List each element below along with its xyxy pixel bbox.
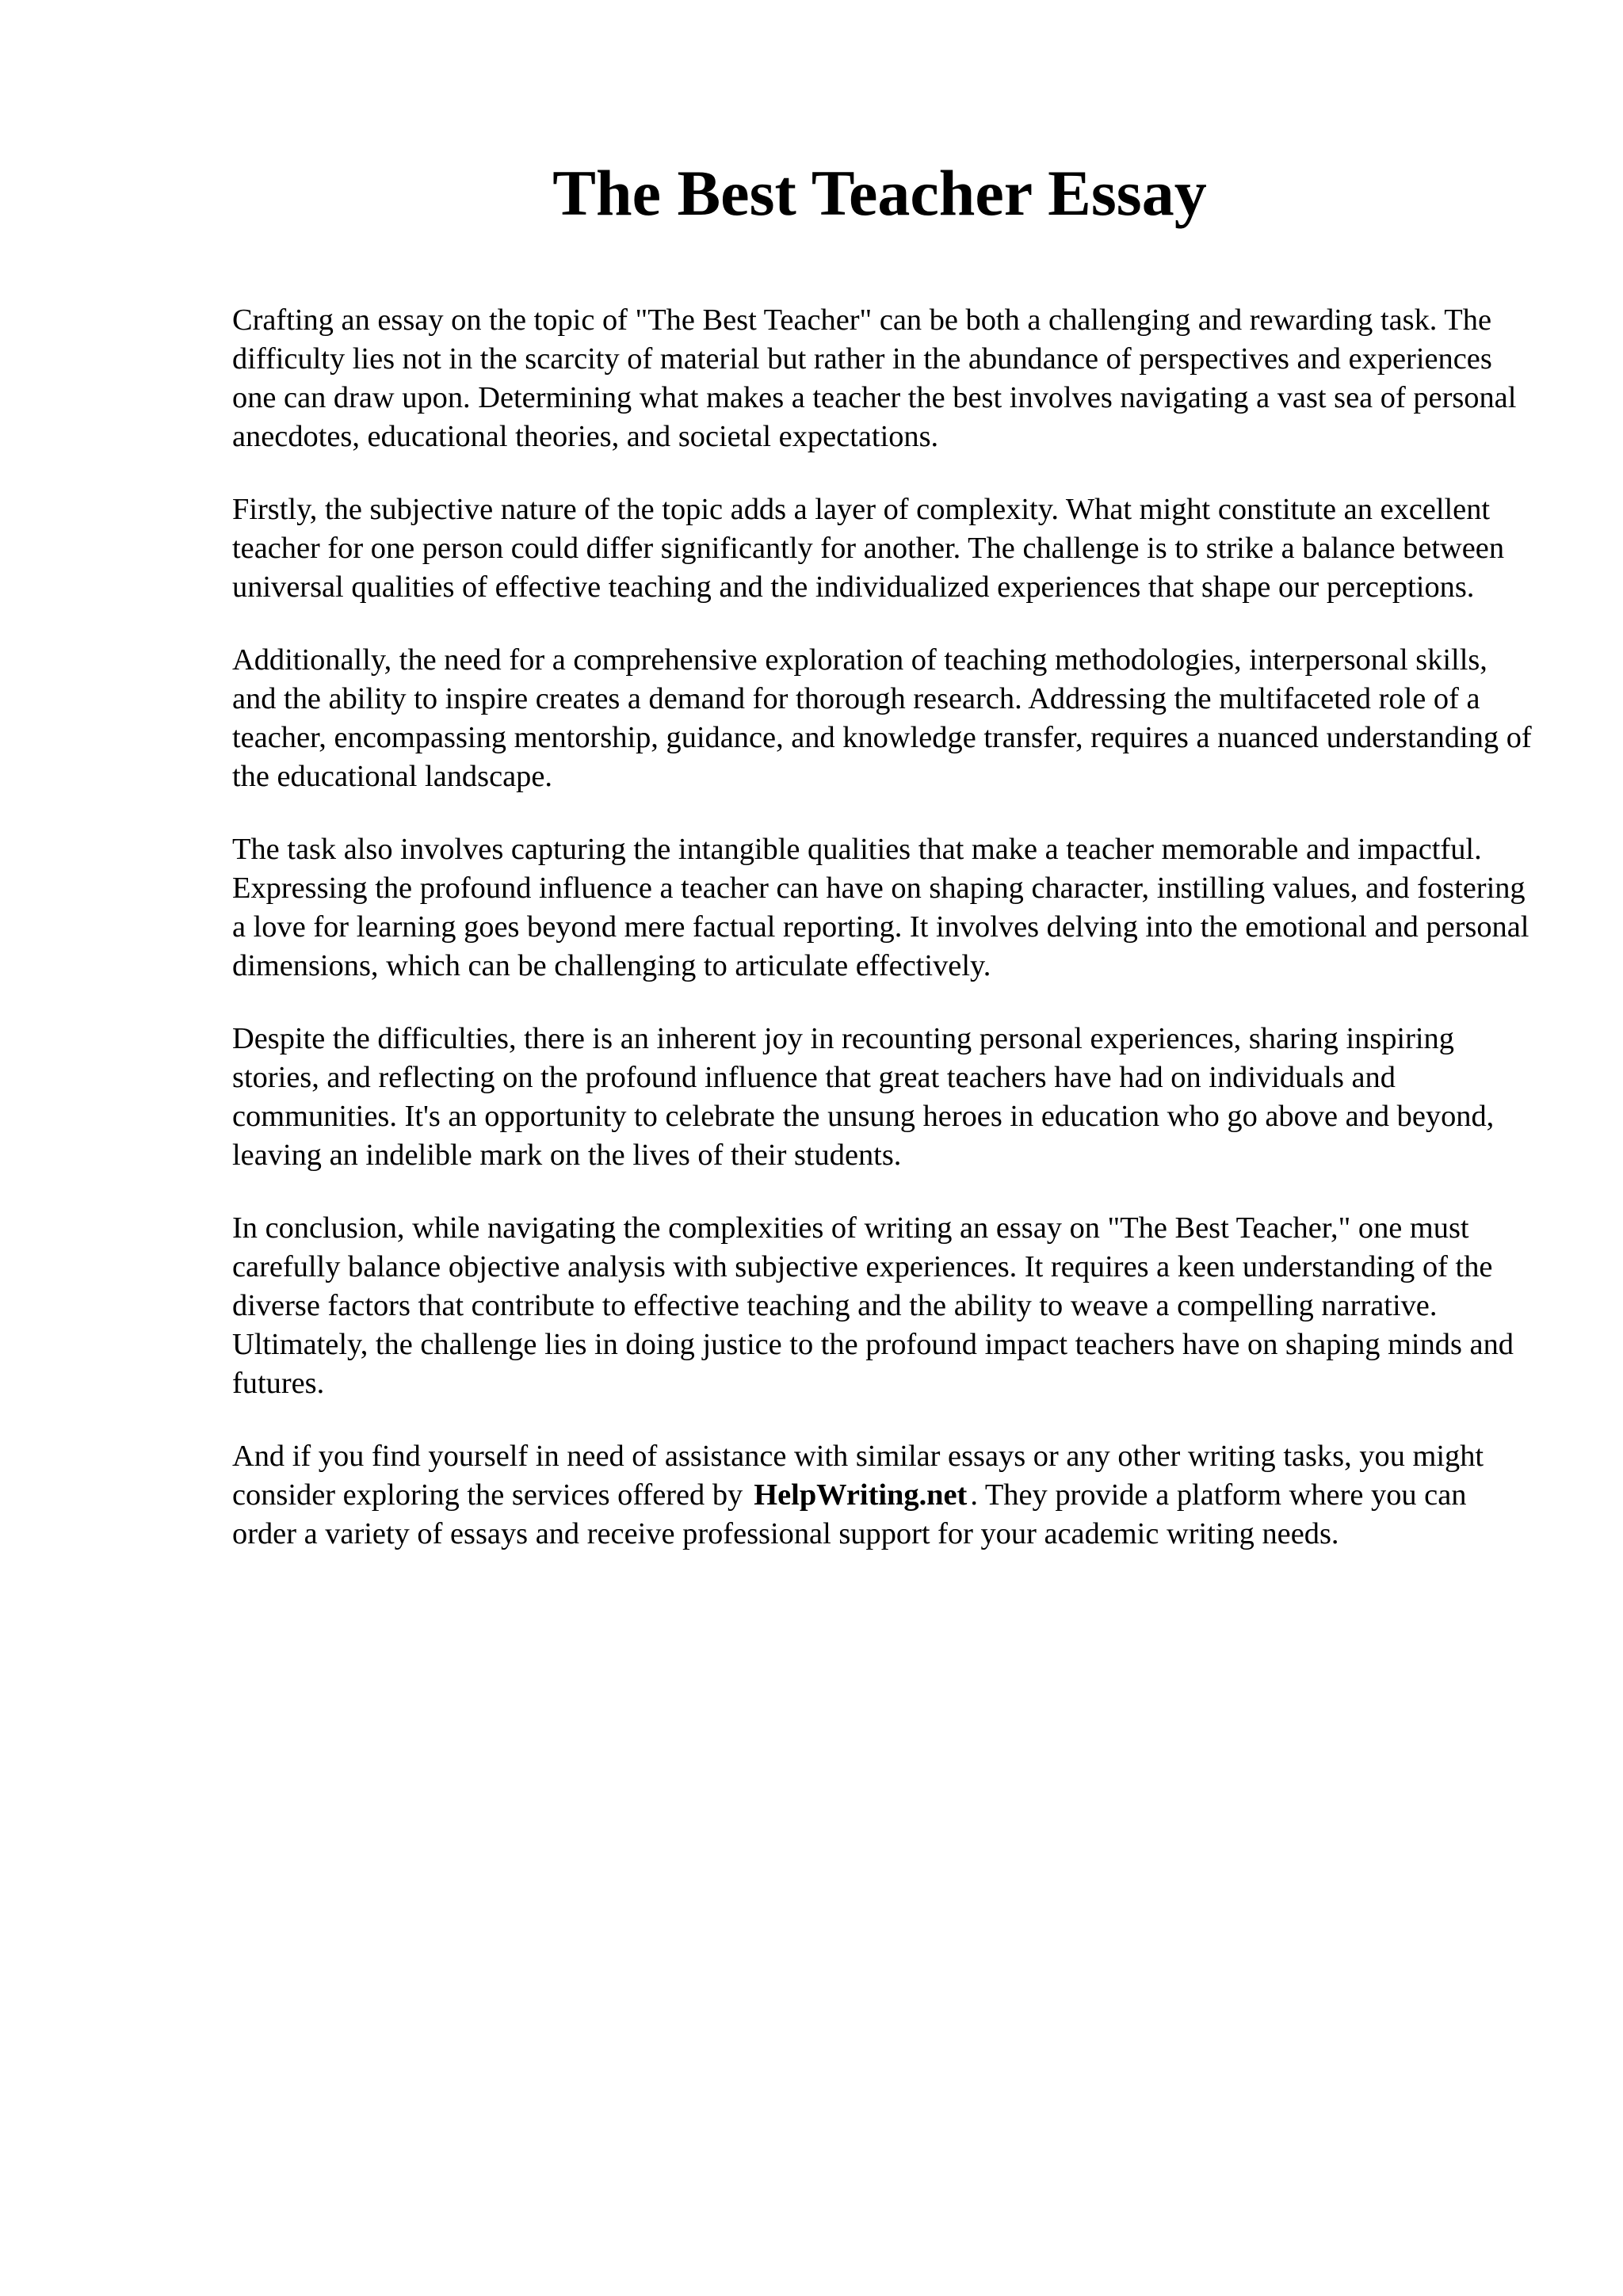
closing-text-before: And if you find yourself in need of assistance with similar essays or any other writing tasks, you might consider exploring the services offered by [232,1440,1484,1512]
closing-text-after: . They provide a platform where you can order a variety of essays and receive professional support for your academic writing needs. [232,1478,1467,1550]
page-title: The Best Teacher Essay [552,157,1207,229]
brand-name: HelpWriting.net [754,1478,968,1512]
closing-paragraph [232,1437,1532,1554]
paragraph-6: In conclusion, while navigating the complexities of writing an essay on "The Best Teacher," one must carefully balance objective analysis with subjective experiences. It requires a keen understanding of the diverse factors that contribute to effective teaching and the ability to weave a compelling narrative. Ultimately, the challenge lies in doing justice to the profound impact teachers have on shaping minds and futures. [232,1211,1514,1400]
paragraph-2: Firstly, the subjective nature of the topic adds a layer of complexity. What might constitute an excellent teacher for one person could differ significantly for another. The challenge is to strike a balance between universal qualities of effective teaching and the individualized experiences that shape our perceptions. [232,493,1505,604]
paragraph-1: Crafting an essay on the topic of "The Best Teacher" can be both a challenging and rewarding task. The difficulty lies not in the scarcity of material but rather in the abundance of perspectives and experiences one can draw upon. Determining what makes a teacher the best involves navigating a vast sea of personal anecdotes, educational theories, and societal expectations. [232,303,1517,453]
paragraph-5: Despite the difficulties, there is an inherent joy in recounting personal experiences, sharing inspiring stories, and reflecting on the profound influence that great teachers have had on individuals and communities. It's an opportunity to celebrate the unsung heroes in education who go above and beyond, leaving an indelible mark on the lives of their students. [232,1022,1495,1172]
paragraph-3: Additionally, the need for a comprehensive exploration of teaching methodologies, interpersonal skills, and the ability to inspire creates a demand for thorough research. Addressing the multifaceted role of a teacher, encompassing mentorship, guidance, and knowledge transfer, requires a nuanced understanding of the educational landscape. [232,643,1532,793]
essay-body [232,301,1532,1588]
paragraph-4: The task also involves capturing the intangible qualities that make a teacher memorable and impactful. Expressing the profound influence a teacher can have on shaping character, instilling values, and fostering a love for learning goes beyond mere factual reporting. It involves delving into the emotional and personal dimensions, which can be challenging to articulate effectively. [232,833,1529,982]
